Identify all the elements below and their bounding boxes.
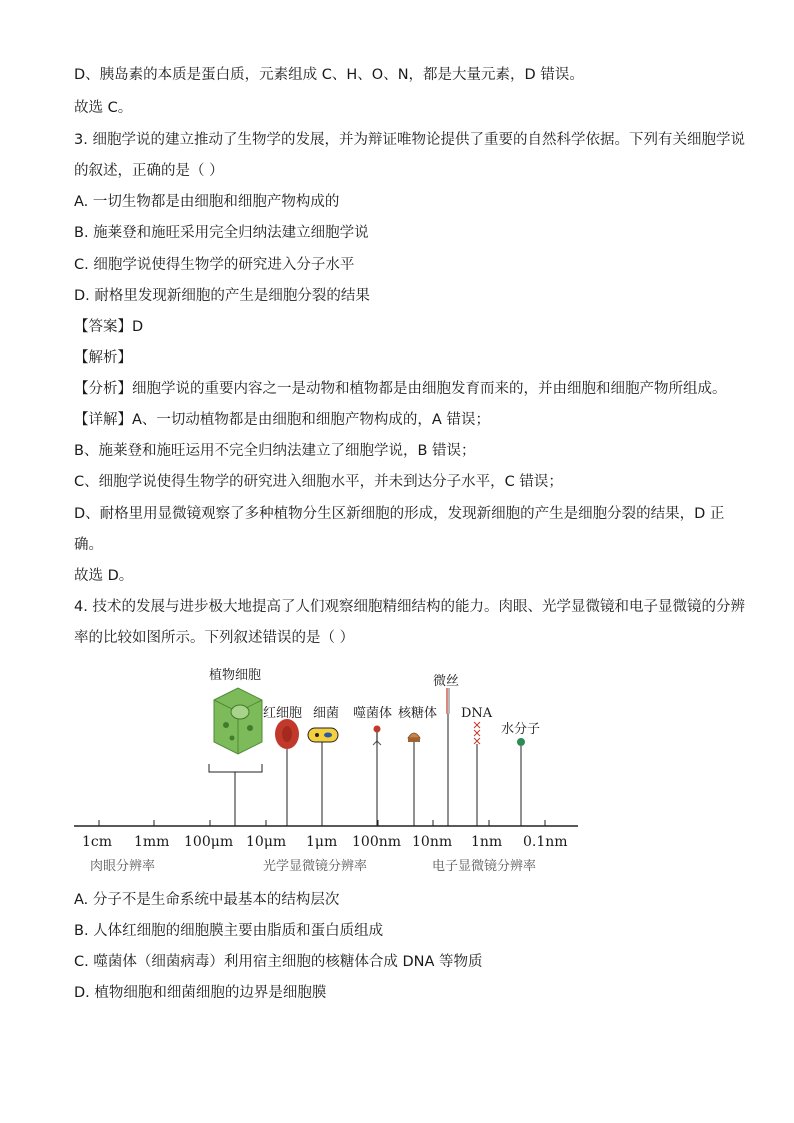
label-water: 水分子 [501, 722, 541, 737]
resolution-label-light: 光学显微镜分辨率 [263, 859, 368, 874]
tick-label: 1nm [471, 834, 503, 850]
tick-label: 10μm [246, 834, 287, 850]
text-line: 【答案】D [74, 319, 144, 335]
tick-label: 0.1nm [523, 834, 568, 850]
label-microfilament: 微丝 [433, 674, 460, 689]
tick-label: 1μm [306, 834, 338, 850]
plant-cell-bracket [209, 764, 262, 826]
ribosome-icon [408, 733, 420, 742]
text-line: C. 细胞学说使得生物学的研究进入分子水平 [74, 257, 355, 273]
plant-cell-icon [214, 688, 262, 754]
label-red-cell: 红细胞 [263, 706, 303, 721]
text-line: 4. 技术的发展与进步极大地提高了人们观察细胞精细结构的能力。肉眼、光学显微镜和电子显微镜的分辨 [74, 599, 745, 615]
text-line: B. 施莱登和施旺采用完全归纳法建立细胞学说 [74, 225, 369, 241]
text-line: 的叙述，正确的是（ ） [74, 163, 224, 179]
text-line: 【详解】A、一切动植物都是由细胞和细胞产物构成的，A 错误； [74, 412, 490, 428]
resolution-label-eye: 肉眼分辨率 [90, 859, 156, 874]
text-line: B、施莱登和施旺运用不完全归纳法建立了细胞学说，B 错误； [74, 443, 476, 459]
text-line: C、细胞学说使得生物学的研究进入细胞水平，并未到达分子水平，C 错误； [74, 474, 563, 490]
dna-icon [474, 722, 480, 744]
water-molecule-icon [517, 738, 525, 746]
label-phage: 噬菌体 [353, 706, 393, 721]
text-line: D、耐格里用显微镜观察了多种植物分生区新细胞的形成，发现新细胞的产生是细胞分裂的结果，D 正 [74, 506, 725, 522]
text-line: 故选 C。 [74, 100, 133, 116]
text-line: A. 一切生物都是由细胞和细胞产物构成的 [74, 194, 340, 210]
text-line: A. 分子不是生命系统中最基本的结构层次 [74, 892, 340, 908]
label-ribosome: 核糖体 [398, 706, 438, 721]
text-line: D. 耐格里发现新细胞的产生是细胞分裂的结果 [74, 288, 370, 304]
text-line: 率的比较如图所示。下列叙述错误的是（ ） [74, 630, 355, 646]
tick-label: 10nm [412, 834, 453, 850]
text-line: 故选 D。 [74, 568, 134, 584]
text-line: C. 噬菌体（细菌病毒）利用宿主细胞的核糖体合成 DNA 等物质 [74, 954, 483, 970]
tick-label: 100μm [184, 834, 234, 850]
microfilament-icon [447, 688, 449, 714]
tick-label: 1cm [82, 834, 113, 850]
resolution-label-electron: 电子显微镜分辨率 [432, 859, 537, 874]
text-line: 确。 [74, 537, 103, 553]
label-plant-cell: 植物细胞 [209, 668, 262, 683]
label-dna: DNA [461, 706, 493, 721]
text-line: 【解析】 [74, 350, 132, 366]
text-line: B. 人体红细胞的细胞膜主要由脂质和蛋白质组成 [74, 923, 384, 939]
text-line: D. 植物细胞和细菌细胞的边界是细胞膜 [74, 985, 327, 1001]
tick-label: 1mm [134, 834, 170, 850]
tick-label: 100nm [352, 834, 402, 850]
text-line: 【分析】细胞学说的重要内容之一是动物和植物都是由细胞发育而来的，并由细胞和细胞产物所组成。 [74, 381, 727, 397]
bacterium-icon [308, 728, 338, 742]
label-bacterium: 细菌 [313, 706, 340, 721]
text-line: 3. 细胞学说的建立推动了生物学的发展，并为辩证唯物论提供了重要的自然科学依据。下列有关细胞学说 [74, 132, 745, 148]
text-line: D、胰岛素的本质是蛋白质，元素组成 C、H、O、N，都是大量元素，D 错误。 [74, 67, 584, 83]
